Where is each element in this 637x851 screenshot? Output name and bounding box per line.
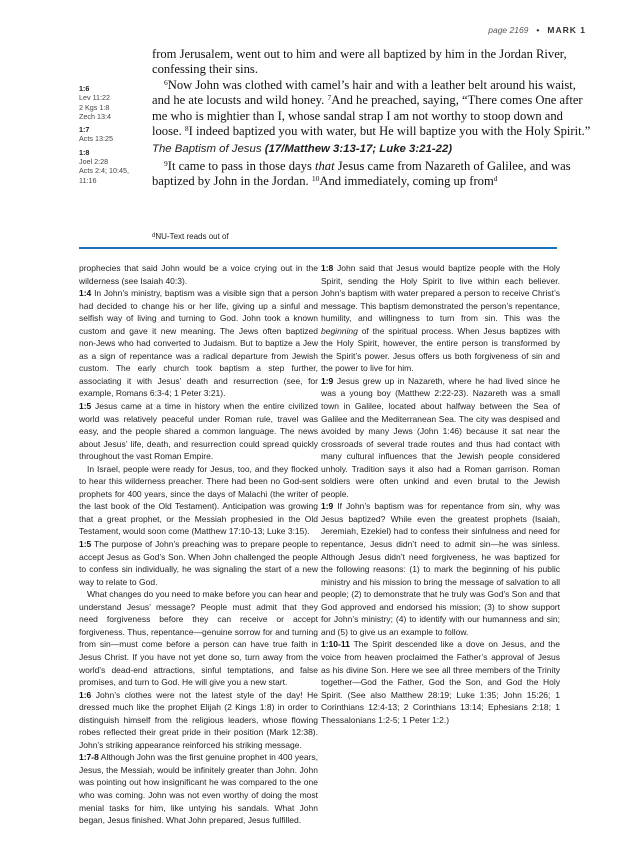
- cross-ref: Acts 2:4; 10:45,: [79, 166, 129, 176]
- study-note: 1:6 John’s clothes were not the latest style of the day! He dressed much like the prophet Elijah (2 Kings 1:8) in order to distinguish himself from the religious leaders, whose flowing robes reflected their great pride in their position (Mark 12:38). John’s striking appearance reinforced his striking message.: [79, 689, 318, 750]
- harmony-reference: (17/Matthew 3:13-17; Luke 3:21-22): [264, 143, 453, 156]
- study-note: 1:9 If John’s baptism was for repentance from sin, why was Jesus baptized? While even the greatest prophets (Isaiah, Jeremiah, Ezekiel) had to confess their sinfulness and need for repentance, Jesus didn’t need to admit sin—he was sinless. Although Jesus didn’t need forgiveness, he was baptized for the following reasons: (1) to mark the beginning of his public ministry and his mission to bring the message of salvation to all people; (2) to demonstrate that he truly was God’s Son and that God approved and endorsed his mission; (3) to show support for John’s ministry; (4) to identify with our humanness and sin; and (5) to give us an example to follow.: [321, 501, 560, 637]
- note-reference: 1:5: [79, 539, 92, 550]
- study-note: 1:5 Jesus came at a time in history when the entire civilized world was relatively peaceful under Roman rule, travel was easy, and the people shared a common language. The news about Jesus’ life, death, and resurrection could spread quickly throughout the vast Roman Empire.: [79, 401, 318, 462]
- note-reference: 1:9: [321, 375, 334, 386]
- study-note: 1:9 Jesus grew up in Nazareth, where he had lived since he was a young boy (Matthew 2:22-23). Nazareth was a small town in Galilee, located about halfway between the Sea of Galilee and the Mediterranean Sea. The city was despised and avoided by many Jews (John 1:46) because it sat near the crossroads of several trade routes and thus had contact with many cultural influences that the Jewish people considered unholy. Tradition says it also had a Roman garrison. Roman soldiers were often unkind and even brutal to the Jewish people.: [321, 375, 560, 499]
- note-reference: 1:7-8: [79, 752, 99, 763]
- study-note: 1:4 In John’s ministry, baptism was a visible sign that a person had decided to change his or her life, giving up a sinful and selfish way of living and turning to God. John took a known custom and gave it new meaning. The Jews often baptized non-Jews who had converted to Judaism. But to baptize a Jew as a sign of repentance was a radical departure from Jewish custom. The early church took baptism a step further, associating it with Jesus’ death and resurrection (see, for example, Romans 6:3-4; 1 Peter 3:21).: [79, 288, 318, 399]
- header-bullet: •: [536, 25, 540, 35]
- section-divider: [79, 247, 557, 249]
- verses-6-8: $^6$Now John was clothed with camel’s hair and with a leather belt around his waist, and he ate locusts and wild honey. $^7$And he preached, saying, “There comes One after me who is mightier than I, whose sandal strap I am not worthy to stoop down and loose. $^8$I indeed baptized you with water, but He will baptize you with the Holy Spirit.”: [152, 77, 591, 139]
- study-note: prophecies that said John would be a voice crying out in the wilderness (see Isaiah 40:3).: [79, 263, 318, 286]
- footnote-marker: d: [493, 174, 498, 184]
- study-note-paragraph: In Israel, people were ready for Jesus, too, and they flocked to hear this wilderness preacher. There had been no God-sent prophets for 400 years, since the days of Malachi (the writer of the last book of the Old Testament). Anticipation was growing that a great prophet, or the Messiah prophesied in the Old Testament, would soon come (Matthew 17:10-13; Luke 3:15).: [79, 463, 318, 537]
- study-notes-right-column: [321, 262, 560, 726]
- study-note: 1:8 John said that Jesus would baptize people with the Holy Spirit, sending the Holy Spirit to live within each believer. John’s baptism with water prepared a person to receive Christ’s message. This baptism demonstrated the person’s repentance, humility, and willingness to turn from sin. This was the beginning of the spiritual process. When Jesus baptizes with the Holy Spirit, however, the entire person is transformed by the Spirit’s power. Jesus offers us both forgiveness of sin and the power to live for him.: [321, 263, 560, 374]
- study-note: 1:5 The purpose of John’s preaching was to prepare people to accept Jesus as God’s Son. When John challenged the people to confess sin individually, he was signaling the start of a new way to relate to God.: [79, 539, 318, 587]
- cross-reference-column: [79, 84, 149, 189]
- study-notes-left-column: [79, 262, 318, 827]
- note-reference: 1:8: [321, 263, 334, 273]
- scripture-text: [152, 47, 592, 190]
- study-note: 1:10-11 The Spirit descended like a dove on Jesus, and the voice from heaven proclaimed the Father’s approval of Jesus as his divine Son. Here we see all three members of the Trinity together—God the Father, God the Son, and God the Holy Spirit. (See also Matthew 28:19; Luke 1:35; John 15:26; 1 Corinthians 12:4-13; 2 Corinthians 13:14; Ephesians 2:18; 1 Thessalonians 1:2-5; 1 Peter 1:2.): [321, 639, 560, 725]
- running-header: [488, 25, 586, 35]
- verse-continuation: from Jerusalem, went out to him and were all baptized by him in the Jordan River, confessing their sins.: [152, 47, 567, 77]
- cross-ref: Acts 13:25: [79, 134, 113, 144]
- cross-ref-verse: 1:8: [79, 147, 90, 157]
- cross-ref: Lev 11:22: [79, 93, 111, 103]
- page-number: page 2169: [488, 25, 529, 35]
- verses-9-10: $^9$It came to pass in those days that Jesus came from Nazareth of Galilee, and was baptized by John in the Jordan. $^{10}$And immediately, coming up from$^d$: [152, 158, 571, 189]
- study-note: 1:7-8 Although John was the first genuine prophet in 400 years, Jesus, the Messiah, would be infinitely greater than John. John was pointing out how insignificant he was compared to the one who was coming. John was not even worthy of doing the most menial tasks for him, like untying his sandals. What John began, Jesus finished. What John prepared, Jesus fulfilled.: [79, 752, 318, 826]
- book-title: MARK 1: [547, 25, 586, 35]
- footnote: $^d$NU-Text reads out of: [152, 232, 229, 241]
- verse-number: 9: [164, 158, 168, 168]
- cross-ref: 11:16: [79, 175, 97, 185]
- cross-ref: Joel 2:28: [79, 157, 109, 167]
- section-heading: The Baptism of Jesus (17/Matthew 3:13-17; Luke 3:21-22): [152, 143, 453, 156]
- cross-ref-group: [79, 84, 149, 121]
- cross-ref: Zech 13:4: [79, 111, 111, 121]
- note-reference: 1:5: [79, 401, 92, 412]
- verse-number: 6: [164, 77, 168, 87]
- note-reference: 1:10-11: [321, 639, 350, 650]
- cross-ref-group: [79, 148, 149, 185]
- study-note-paragraph: What changes do you need to make before you can hear and understand Jesus’ message? People must admit that they need forgiveness before they can receive or accept forgiveness. Thus, repentance—genuine sorrow for and turning from sin—must come before a person can have true faith in Jesus Christ. If you have not yet done so, turn away from the world’s dead-end attractions, sinful temptations, and false promises, and turn to God. He will give you a new start.: [79, 589, 318, 688]
- verse-number: 10: [311, 174, 320, 184]
- cross-ref-verse: 1:6: [79, 84, 90, 93]
- verse-number: 7: [327, 93, 332, 103]
- cross-ref-verse: 1:7: [79, 125, 90, 135]
- cross-ref: 2 Kgs 1:8: [79, 102, 110, 112]
- note-reference: 1:6: [79, 689, 92, 700]
- cross-ref-group: [79, 125, 149, 144]
- note-reference: 1:4: [79, 288, 92, 299]
- verse-number: 8: [184, 124, 189, 134]
- note-reference: 1:9: [321, 501, 334, 512]
